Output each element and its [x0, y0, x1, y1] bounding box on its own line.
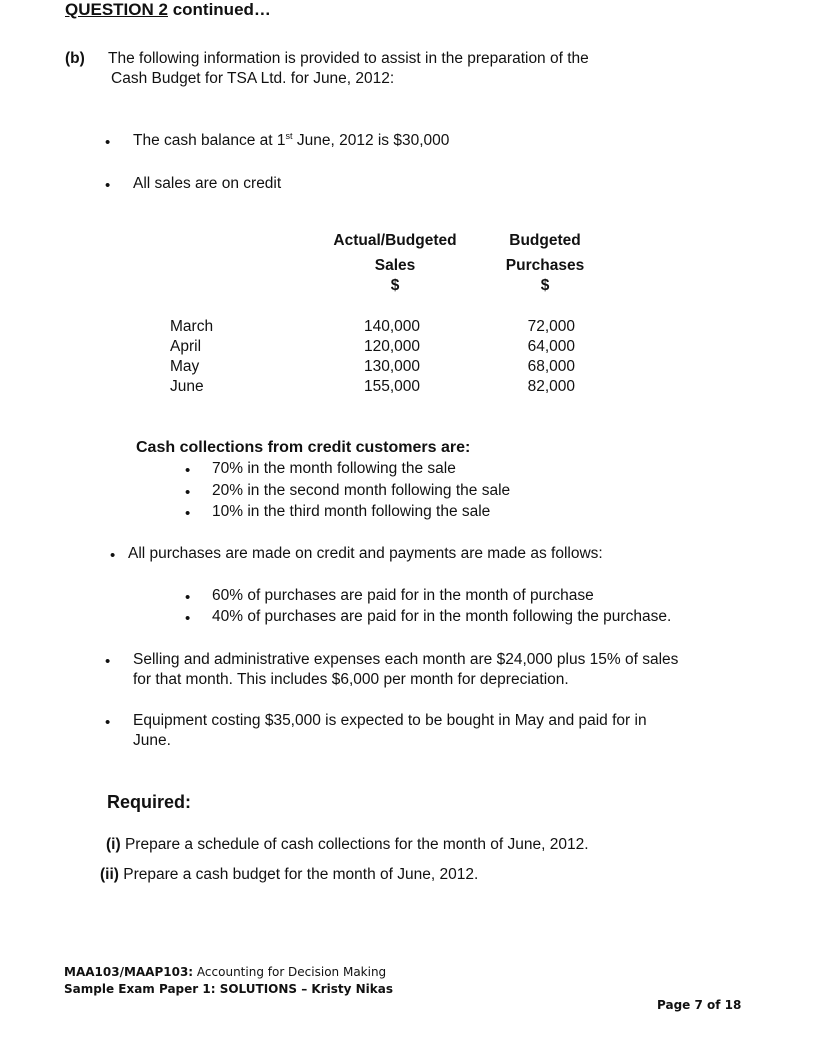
expenses-line-1: Selling and administrative expenses each month are $24,000 plus 15% of sales: [133, 651, 679, 668]
bullet-icon: •: [105, 653, 111, 670]
intro-line-2: Cash Budget for TSA Ltd. for June, 2012:: [111, 70, 395, 87]
row-month: May: [170, 358, 200, 375]
cash-balance-post: June, 2012 is $30,000: [292, 132, 450, 149]
bullet-icon: •: [185, 505, 191, 522]
purchases-header-3: $: [540, 277, 550, 294]
purchase-item: 60% of purchases are paid for in the month of purchase: [212, 587, 594, 604]
row-purchases: 82,000: [527, 378, 575, 395]
sales-header-3: $: [390, 277, 400, 294]
purchases-header-1: Budgeted: [509, 232, 581, 249]
row-month: March: [170, 318, 214, 335]
row-sales: 140,000: [363, 318, 420, 335]
credit-sales-text: All sales are on credit: [133, 175, 282, 192]
row-purchases: 64,000: [527, 338, 575, 355]
bullet-icon: •: [185, 589, 191, 606]
title-continued: continued…: [167, 0, 271, 19]
bullet-icon: •: [105, 714, 111, 731]
bullet-icon: •: [185, 484, 191, 501]
row-purchases: 72,000: [527, 318, 575, 335]
sales-header-2: Sales: [374, 257, 416, 274]
row-purchases: 68,000: [527, 358, 575, 375]
footer-course: [64, 965, 386, 979]
intro-line-1: The following information is provided to assist in the preparation of the: [108, 50, 589, 67]
collections-heading: Cash collections from credit customers are:: [136, 439, 471, 456]
sales-header-1: Actual/Budgeted: [333, 232, 457, 249]
purchases-heading: All purchases are made on credit and payments are made as follows:: [128, 545, 603, 562]
bullet-icon: •: [110, 547, 116, 564]
bullet-icon: •: [185, 610, 191, 627]
page-number: Page 7 of 18: [657, 998, 742, 1012]
purchases-header-2: Purchases: [505, 257, 585, 274]
expenses-line-2: for that month. This includes $6,000 per month for depreciation.: [133, 671, 569, 688]
equipment-line-1: Equipment costing $35,000 is expected to be bought in May and paid for in: [133, 712, 647, 729]
footer-paper: Sample Exam Paper 1: SOLUTIONS – Kristy Nikas: [64, 982, 393, 996]
required-item-1: [106, 836, 589, 854]
required-item-2-text: Prepare a cash budget for the month of June, 2012.: [118, 866, 479, 883]
row-sales: 155,000: [363, 378, 420, 395]
required-item-2-label: (ii): [100, 866, 119, 883]
row-sales: 120,000: [363, 338, 420, 355]
collection-item: 20% in the second month following the sale: [212, 482, 511, 499]
row-sales: 130,000: [363, 358, 420, 375]
bullet-icon: •: [105, 177, 111, 194]
required-item-1-text: Prepare a schedule of cash collections for the month of June, 2012.: [120, 836, 589, 853]
row-month: April: [170, 338, 202, 355]
required-item-2: [100, 866, 478, 884]
cash-balance-pre: The cash balance at 1: [133, 132, 286, 149]
part-b-label: (b): [65, 50, 85, 67]
purchase-item: 40% of purchases are paid for in the month following the purchase.: [212, 608, 672, 625]
footer-course-name: Accounting for Decision Making: [193, 965, 387, 979]
collection-item: 70% in the month following the sale: [212, 460, 456, 477]
page-title: [65, 0, 271, 20]
equipment-line-2: June.: [133, 732, 171, 749]
bullet-icon: •: [105, 134, 111, 151]
required-item-1-label: (i): [106, 836, 121, 853]
cash-balance-sup: st: [285, 131, 293, 141]
required-heading: Required:: [107, 792, 192, 812]
collection-item: 10% in the third month following the sale: [212, 503, 491, 520]
cash-balance-text: [133, 132, 449, 150]
bullet-icon: •: [185, 462, 191, 479]
footer-course-code: MAA103/MAAP103:: [64, 965, 194, 979]
question-number: QUESTION 2: [65, 0, 168, 19]
row-month: June: [170, 378, 204, 395]
